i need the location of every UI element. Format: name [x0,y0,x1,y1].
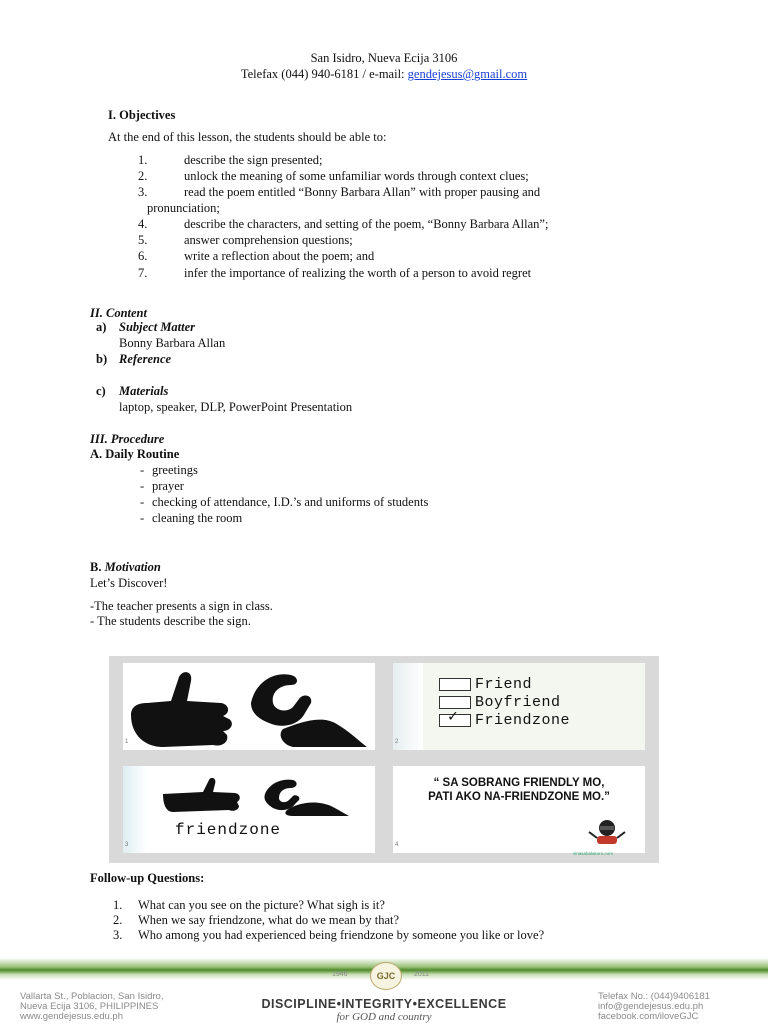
checked-checkbox-icon: ✓ [439,714,471,727]
objective-item: 5. answer comprehension questions; [138,233,353,247]
footer-contact: Telefax No.: (044)9406181 info@gendejesus.edu.ph facebook.com/iloveGJC [598,991,710,1022]
motivation-line: - The students describe the sign. [90,614,251,628]
motivation-heading: B. Motivation [90,560,161,574]
materials-value: laptop, speaker, DLP, PowerPoint Presentation [119,400,353,414]
slide-panel-4 [393,766,645,856]
routine-item: - prayer [140,479,184,493]
slide-number: 3 [125,842,129,848]
cartoon-character-icon [583,818,631,846]
footer-tagline: for GOD and country [336,1011,432,1023]
slide-panel-1 [123,663,375,750]
routine-item: - greetings [140,463,198,477]
reference-label: b) Reference [96,352,172,366]
hand-gesture-icon [153,772,353,816]
slide-panel-3 [123,766,375,853]
objectives-intro: At the end of this lesson, the students should be able to: [108,130,387,144]
gjc-logo: GJC [370,962,402,990]
slides-image-grid [109,656,659,863]
objectives-heading: I. Objectives [108,108,176,122]
followup-question: 3. Who among you had experienced being friendzone by someone you like or love? [113,928,545,942]
motivation-line: -The teacher presents a sign in class. [90,599,273,613]
page-footer [0,958,768,1024]
footer-motto: DISCIPLINE•INTEGRITY•EXCELLENCE [261,997,507,1011]
thumbs-and-hands-image [123,663,375,750]
contact-line [0,66,768,82]
empty-checkbox-icon [439,696,471,709]
slide-panel-2 [393,663,645,750]
objective-item-continuation: pronunciation; [147,201,220,215]
followup-heading: Follow-up Questions: [90,871,205,885]
slide-number: 2 [395,739,399,745]
objective-item: 7. infer the importance of realizing the worth of a person to avoid regret [138,266,532,280]
checklist-item-friendzone: ✓ Friendzone [439,713,570,729]
routine-item: - checking of attendance, I.D.’s and uniforms of students [140,495,429,509]
routine-item: - cleaning the room [140,511,243,525]
content-heading: II. Content [90,306,147,320]
checklist-item-boyfriend: Boyfriend [439,695,561,711]
school-address: San Isidro, Nueva Ecija 3106 [310,51,458,65]
procedure-heading: III. Procedure [90,432,165,446]
footer-year-right: 2011 [414,971,430,978]
objective-item: 1. describe the sign presented; [138,153,323,167]
subject-matter-value: Bonny Barbara Allan [119,336,226,350]
motivation-sub: Let’s Discover! [90,576,168,590]
objective-item: 6. write a reflection about the poem; and [138,249,375,263]
contact-prefix: Telefax (044) 940-6181 / e-mail: [240,67,408,81]
followup-question: 1. What can you see on the picture? What sigh is it? [113,898,385,912]
quote-line: “ SA SOBRANG FRIENDLY MO, [433,777,605,789]
checklist-item-friend: Friend [439,677,532,693]
empty-checkbox-icon [439,678,471,691]
quote-line: PATI AKO NA-FRIENDZONE MO.” [428,791,610,803]
friendzone-caption: friendzone [175,821,282,839]
subject-matter-label: a) Subject Matter [96,320,196,334]
materials-label: c) Materials [96,384,169,398]
objective-item: 3. read the poem entitled “Bonny Barbara Allan” with proper pausing and [138,185,541,199]
image-credit: sinasabalakoro.com [573,851,614,856]
email-link[interactable]: gendejesus@gmail.com [407,67,528,81]
slide-number: 1 [125,739,129,745]
objective-item: 4. describe the characters, and setting of the poem, “Bonny Barbara Allan”; [138,217,549,231]
footer-year-left: 1946 [332,971,348,978]
slide-number: 4 [395,842,399,848]
followup-question: 2. When we say friendzone, what do we mean by that? [113,913,400,927]
objective-item: 2. unlock the meaning of some unfamiliar words through context clues; [138,169,529,183]
footer-address: Vallarta St., Poblacion, San Isidro, Nueva Ecija 3106, PHILIPPINES www.gendejesus.edu.ph [20,991,164,1022]
daily-routine-heading: A. Daily Routine [90,447,180,461]
